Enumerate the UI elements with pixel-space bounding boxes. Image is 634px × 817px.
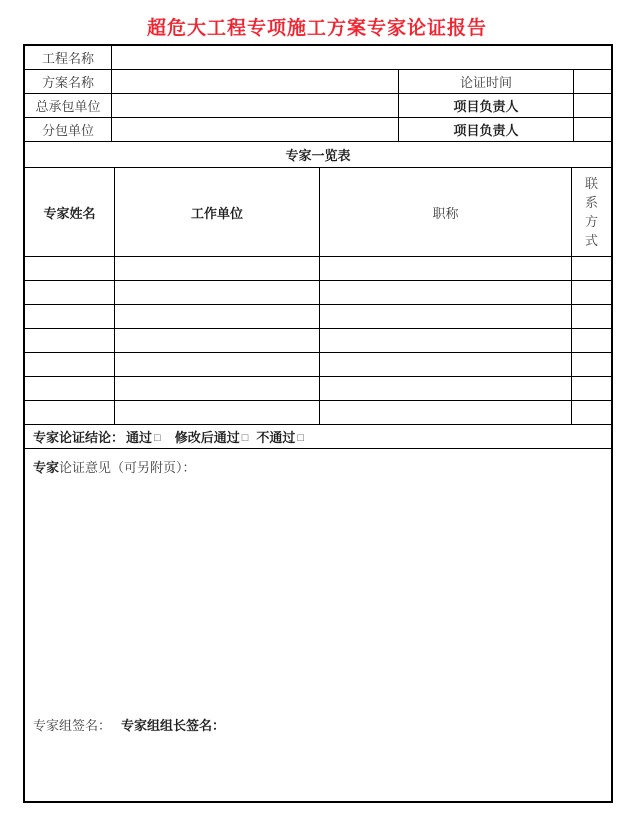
opinion-label-bold: 专家 [33, 460, 60, 475]
expert-work-unit-cell[interactable] [115, 257, 320, 280]
demonstration-time-field[interactable] [574, 70, 611, 93]
expert-group-signature-label: 专家组签名： [33, 718, 112, 733]
conclusion-label: 专家论证结论： [33, 430, 125, 445]
expert-work-unit-cell[interactable] [115, 377, 320, 400]
project-name-label: 工程名称 [25, 46, 112, 69]
expert-job-title-cell[interactable] [320, 281, 572, 304]
fail-checkbox[interactable]: □ [297, 432, 305, 444]
expert-name-cell[interactable] [25, 353, 115, 376]
expert-row [25, 353, 611, 377]
expert-contact-cell[interactable] [572, 329, 611, 352]
expert-name-cell[interactable] [25, 329, 115, 352]
expert-row [25, 305, 611, 329]
expert-header-row [25, 168, 611, 257]
group-leader-signature-label: 专家组组长签名： [121, 718, 226, 733]
report-table [23, 44, 613, 803]
expert-work-unit-cell[interactable] [115, 329, 320, 352]
subcontractor-leader-label: 项目负责人 [399, 118, 574, 141]
subcontractor-label: 分包单位 [25, 118, 112, 141]
expert-row [25, 281, 611, 305]
expert-job-title-cell[interactable] [320, 305, 572, 328]
signature-line [33, 715, 225, 734]
expert-row [25, 377, 611, 401]
expert-work-unit-cell[interactable] [115, 305, 320, 328]
plan-name-label: 方案名称 [25, 70, 112, 93]
opinion-label-rest: 论证意见（可另附页）： [59, 460, 196, 475]
expert-name-cell[interactable] [25, 305, 115, 328]
page-title: 超危大工程专项施工方案专家论证报告 [146, 18, 487, 39]
project-leader-label: 项目负责人 [399, 94, 574, 117]
expert-job-title-cell[interactable] [320, 353, 572, 376]
expert-job-title-cell[interactable] [320, 377, 572, 400]
table-row [25, 70, 611, 94]
expert-name-cell[interactable] [25, 377, 115, 400]
subcontractor-field[interactable] [112, 118, 399, 141]
expert-job-title-cell[interactable] [320, 257, 572, 280]
expert-contact-cell[interactable] [572, 305, 611, 328]
expert-work-unit-cell[interactable] [115, 353, 320, 376]
expert-contact-cell[interactable] [572, 257, 611, 280]
expert-list-section-title: 专家一览表 [285, 148, 351, 163]
general-contractor-label: 总承包单位 [25, 94, 112, 117]
table-row [25, 118, 611, 142]
contact-header-vertical-text: 联系方式 [584, 176, 598, 248]
expert-work-unit-cell[interactable] [115, 281, 320, 304]
expert-row [25, 257, 611, 281]
project-name-field[interactable] [112, 46, 611, 69]
expert-contact-cell[interactable] [572, 401, 611, 424]
table-row [25, 46, 611, 70]
expert-job-title-cell[interactable] [320, 401, 572, 424]
subcontractor-leader-field[interactable] [574, 118, 611, 141]
table-row [25, 142, 611, 168]
pass-after-revision-checkbox[interactable]: □ [241, 432, 249, 444]
conclusion-option-pass: 通过 □ [126, 430, 161, 445]
contact-header [572, 168, 611, 256]
expert-row [25, 401, 611, 425]
plan-name-field[interactable] [112, 70, 399, 93]
job-title-header: 职称 [320, 168, 572, 256]
expert-name-cell[interactable] [25, 257, 115, 280]
conclusion-option-pass-after-revision: 修改后通过 □ [174, 430, 249, 445]
work-unit-header: 工作单位 [115, 168, 320, 256]
expert-name-cell[interactable] [25, 401, 115, 424]
opinion-cell[interactable] [25, 449, 611, 801]
general-contractor-field[interactable] [112, 94, 399, 117]
expert-contact-cell[interactable] [572, 353, 611, 376]
expert-contact-cell[interactable] [572, 281, 611, 304]
expert-row [25, 329, 611, 353]
pass-checkbox[interactable]: □ [154, 432, 161, 444]
expert-job-title-cell[interactable] [320, 329, 572, 352]
demonstration-time-label: 论证时间 [399, 70, 574, 93]
expert-name-header: 专家姓名 [25, 168, 115, 256]
conclusion-row [25, 425, 611, 449]
expert-work-unit-cell[interactable] [115, 401, 320, 424]
conclusion-option-fail: 不通过 □ [256, 430, 305, 445]
expert-contact-cell[interactable] [572, 377, 611, 400]
project-leader-field[interactable] [574, 94, 611, 117]
table-row [25, 94, 611, 118]
expert-name-cell[interactable] [25, 281, 115, 304]
